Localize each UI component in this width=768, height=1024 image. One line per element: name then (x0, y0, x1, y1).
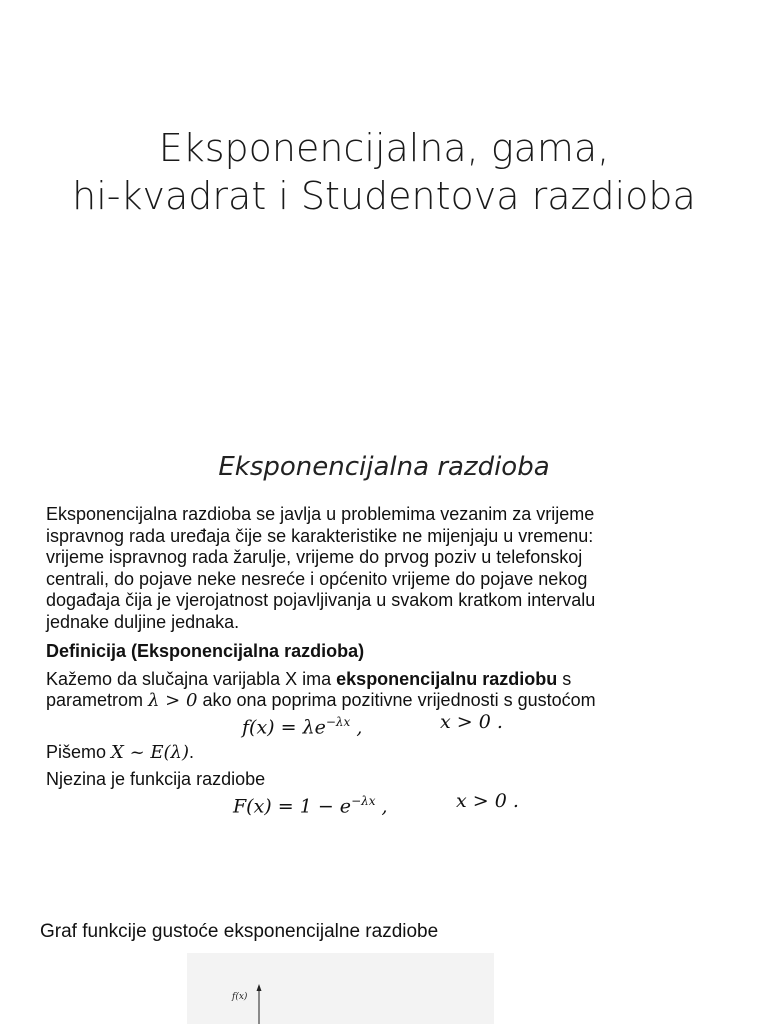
intro-line: jednake duljine jednaka. (46, 611, 240, 632)
intro-line: vrijeme ispravnog rada žarulje, vrijeme do prvog poziv u telefonskoj (46, 547, 583, 567)
cdf-label: Njezina je funkcija razdiobe (46, 769, 266, 789)
slide-title-line-1: Eksponencijalna, gama, (158, 126, 610, 170)
intro-line: ispravnog rada uređaja čije se karakteristike ne mijenjaju u vremenu: (46, 525, 594, 546)
density-lhs (242, 712, 362, 739)
cdf-formula (46, 791, 746, 817)
slide-body (46, 504, 746, 817)
density-formula (46, 712, 746, 738)
definition-text: Kažemo da slučajna varijabla X ima (46, 668, 337, 689)
parameter-condition: λ > 0 (148, 690, 198, 711)
definition-heading: Definicija (Eksponencijalna razdioba) (46, 641, 365, 661)
density-expression: f(x) = λe (242, 715, 326, 738)
slide-title-line-2: hi-kvadrat i Studentova razdioba (72, 174, 696, 218)
slide-title (0, 124, 768, 220)
notation-math: X ~ E(λ) (111, 741, 189, 763)
cdf-expression: F(x) = 1 − e (233, 794, 352, 817)
y-axis-label: f(x) (232, 992, 248, 1002)
section-title: Eksponencijalna razdioba (218, 452, 550, 482)
definition-term: eksponencijalnu razdiobu (336, 668, 558, 689)
intro-line: događaja čija je vjerojatnost pojavljivanja u svakom kratkom intervalu (46, 590, 596, 610)
intro-paragraph (46, 504, 746, 633)
cdf-comma: , (375, 794, 388, 817)
notation-suffix: . (188, 741, 194, 762)
notation-prefix: Pišemo (46, 741, 112, 762)
graph-canvas (187, 953, 494, 1024)
y-axis-arrow (257, 984, 262, 991)
notation-line (46, 742, 746, 764)
graph-caption: Graf funkcije gustoće eksponencijalne razdiobe (40, 921, 439, 942)
cdf-exponent: −λx (351, 793, 376, 808)
density-comma: , (350, 715, 363, 738)
definition-text: s (557, 668, 572, 689)
density-exponent: −λx (325, 714, 351, 729)
definition-line-1 (46, 669, 746, 691)
intro-line: Eksponencijalna razdioba se javlja u problemima vezanim za vrijeme (46, 504, 595, 524)
cdf-domain: x > 0 . (456, 789, 519, 812)
definition-text: ako ona poprima pozitivne vrijednosti s gustoćom (197, 690, 596, 710)
intro-line: centrali, do pojave neke nesreće i općenito vrijeme do pojave nekog (46, 568, 588, 589)
cdf-lhs (233, 791, 388, 818)
density-domain: x > 0 . (440, 710, 503, 733)
definition-text: parametrom (46, 690, 149, 710)
density-graph (187, 953, 494, 1024)
definition-line-2 (46, 690, 746, 712)
